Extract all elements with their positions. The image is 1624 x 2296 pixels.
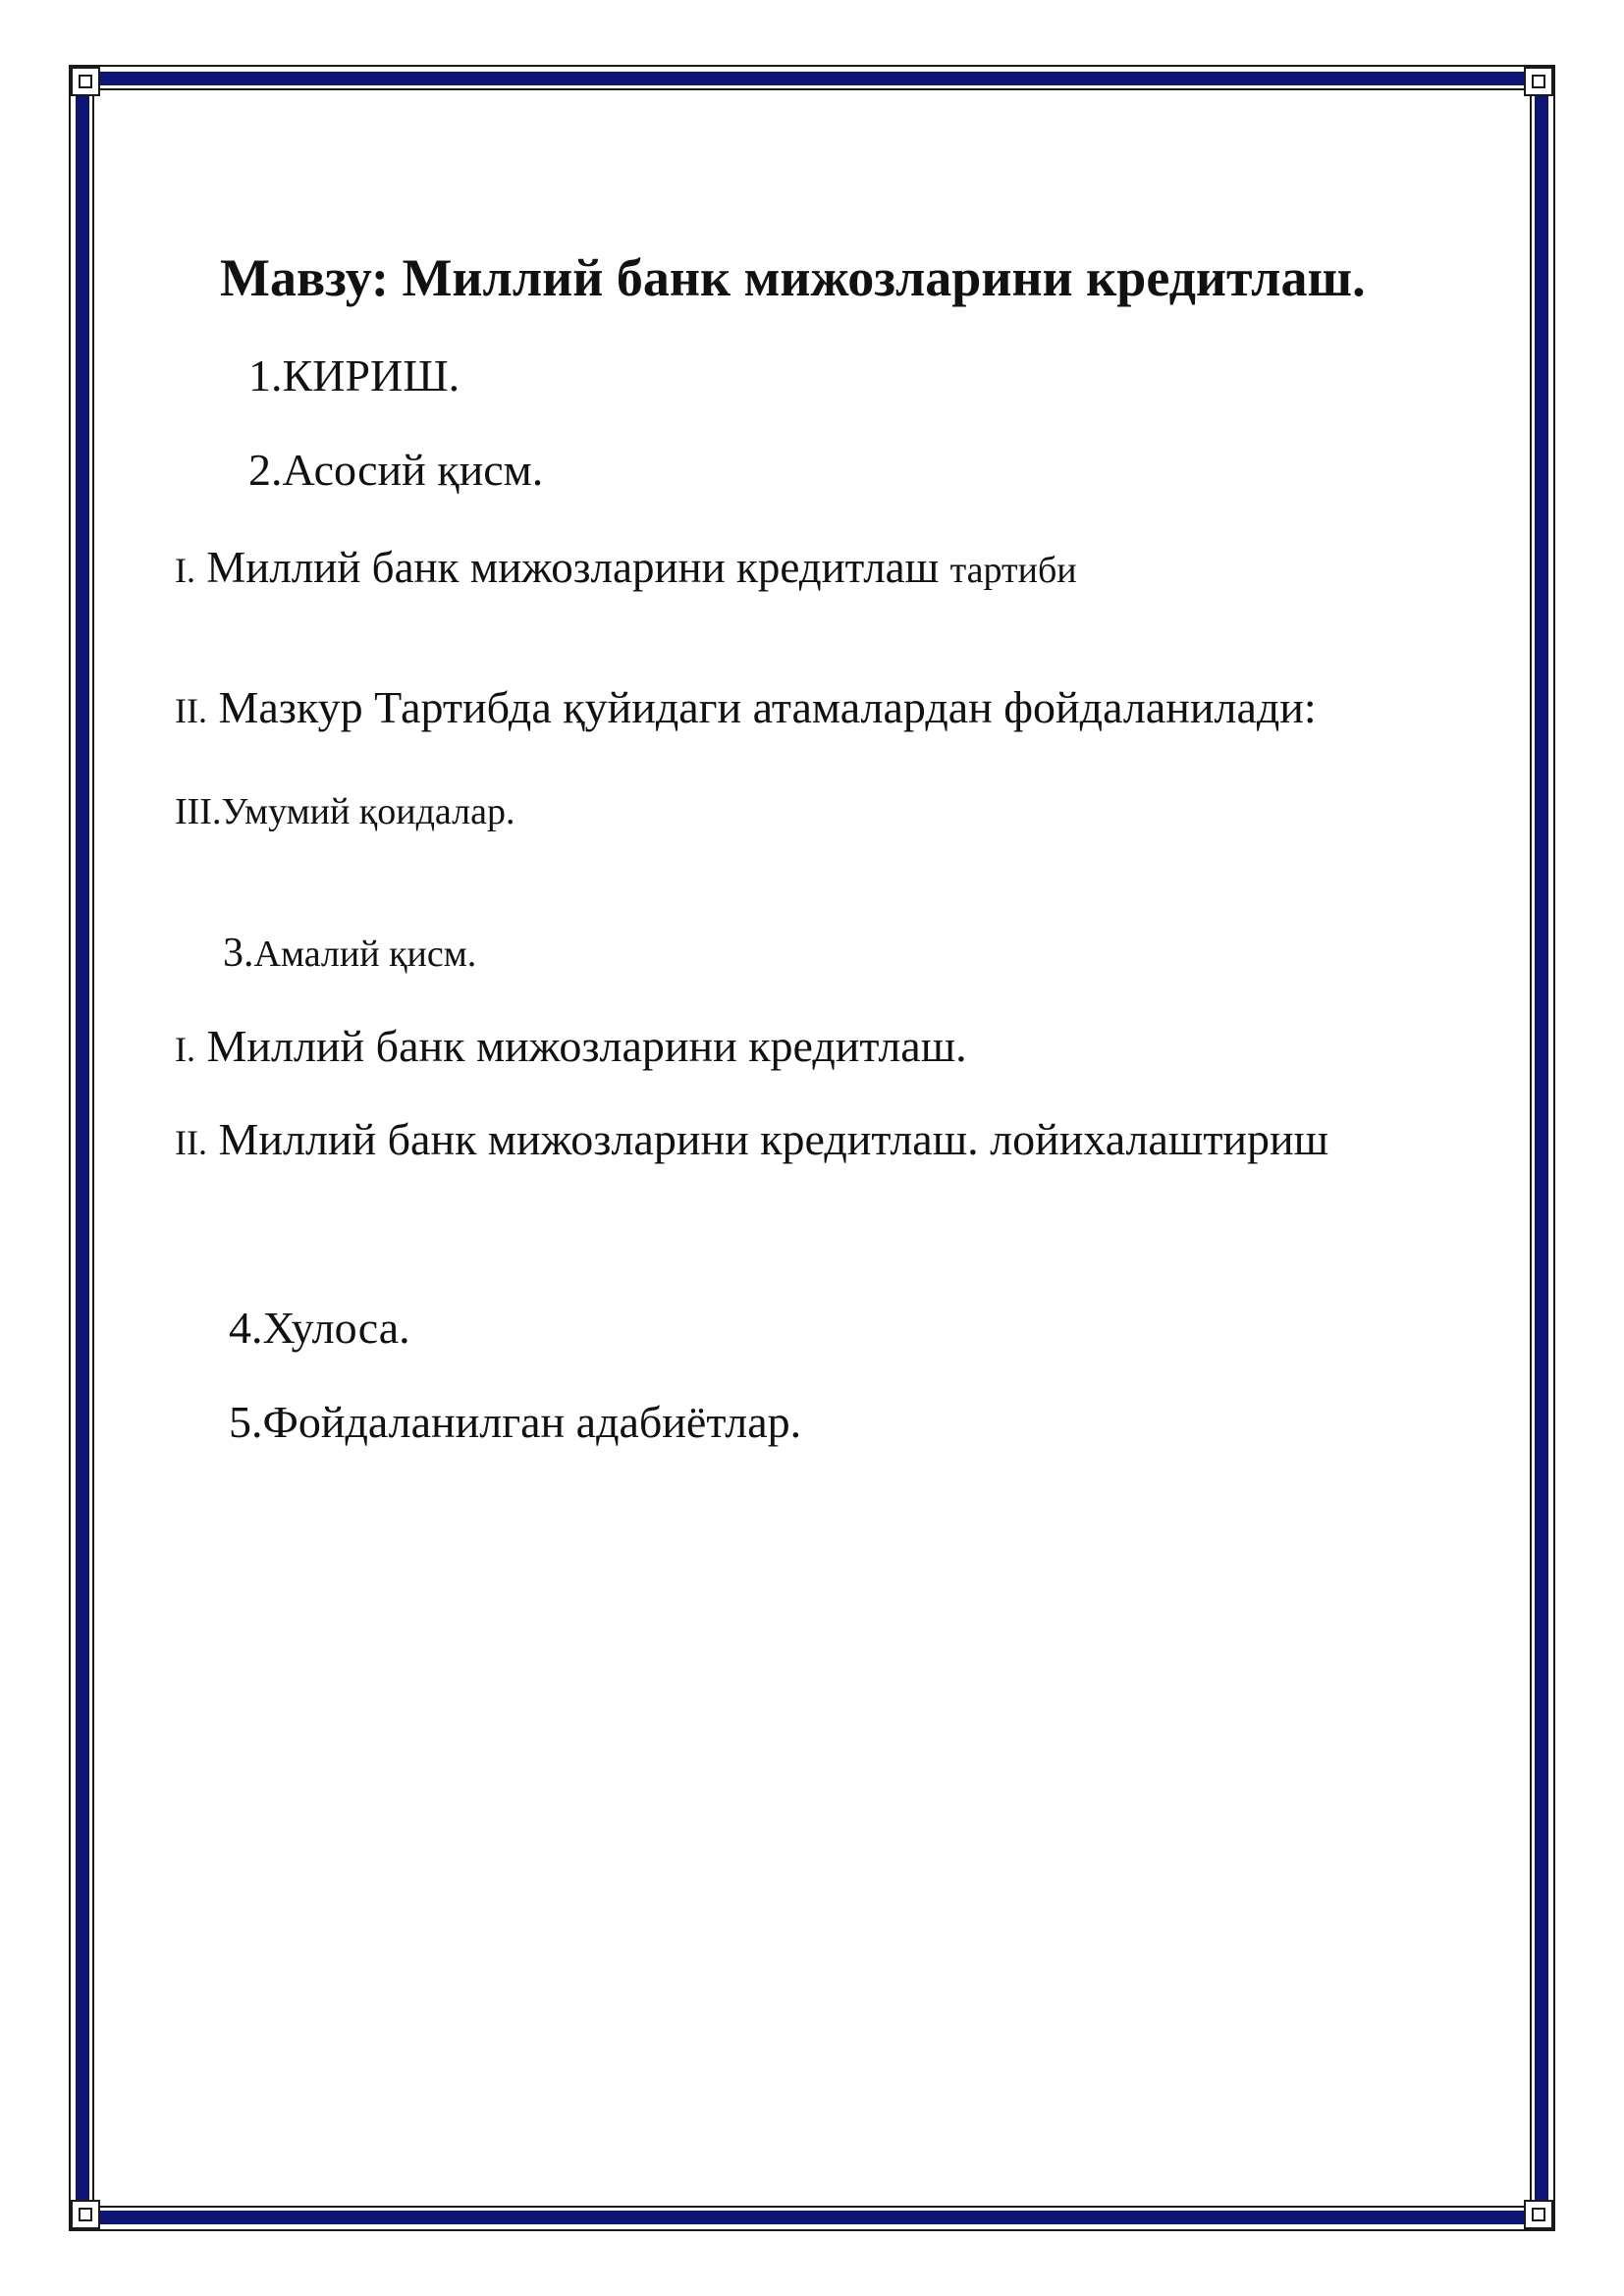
subitem-text: Миллий банк мижозларини кредитлаш.	[195, 1021, 967, 1071]
outline-item-conclusion: 4.Хулоса.	[229, 1303, 410, 1353]
outline-item-references: 5.Фойдаланилган адабиётлар.	[229, 1397, 802, 1447]
border-corner-bottom-left	[71, 2200, 100, 2229]
outline-item-main-part: 2.Асосий қисм.	[248, 445, 544, 495]
roman-numeral: II.	[175, 1123, 207, 1162]
outline-item-practical-part	[223, 933, 476, 974]
document-title: Мавзу: Миллий банк мижозларини кредитлаш.	[220, 248, 1366, 307]
subitem-text: Миллий банк мижозларини кредитлаш. лойихалаштириш	[206, 1114, 1329, 1164]
roman-numeral: I.	[175, 551, 195, 590]
item-text: Амалий қисм.	[253, 934, 477, 975]
outline-item-introduction: 1.КИРИШ.	[248, 350, 460, 400]
border-corner-bottom-right	[1524, 2200, 1553, 2229]
outline-subitem-crediting	[175, 1021, 967, 1071]
outline-subitem-terms	[175, 682, 1317, 732]
subitem-suffix: тартиби	[949, 550, 1077, 591]
border-corner-top-left	[71, 67, 100, 96]
outline-subitem-crediting-design	[175, 1114, 1329, 1164]
subitem-text: Миллий банк мижозларини кредитлаш	[195, 543, 950, 592]
border-corner-top-right	[1524, 67, 1553, 96]
outline-subitem-general-rules: III.Умумий қоидалар.	[175, 791, 515, 832]
outline-subitem-crediting-procedure	[175, 543, 1077, 592]
subitem-text: Мазкур Тартибда қуйидаги атамалардан фойдаланилади:	[206, 682, 1317, 732]
roman-numeral: II.	[175, 691, 207, 730]
item-number: 3.	[223, 931, 254, 976]
roman-numeral: I.	[175, 1030, 195, 1069]
